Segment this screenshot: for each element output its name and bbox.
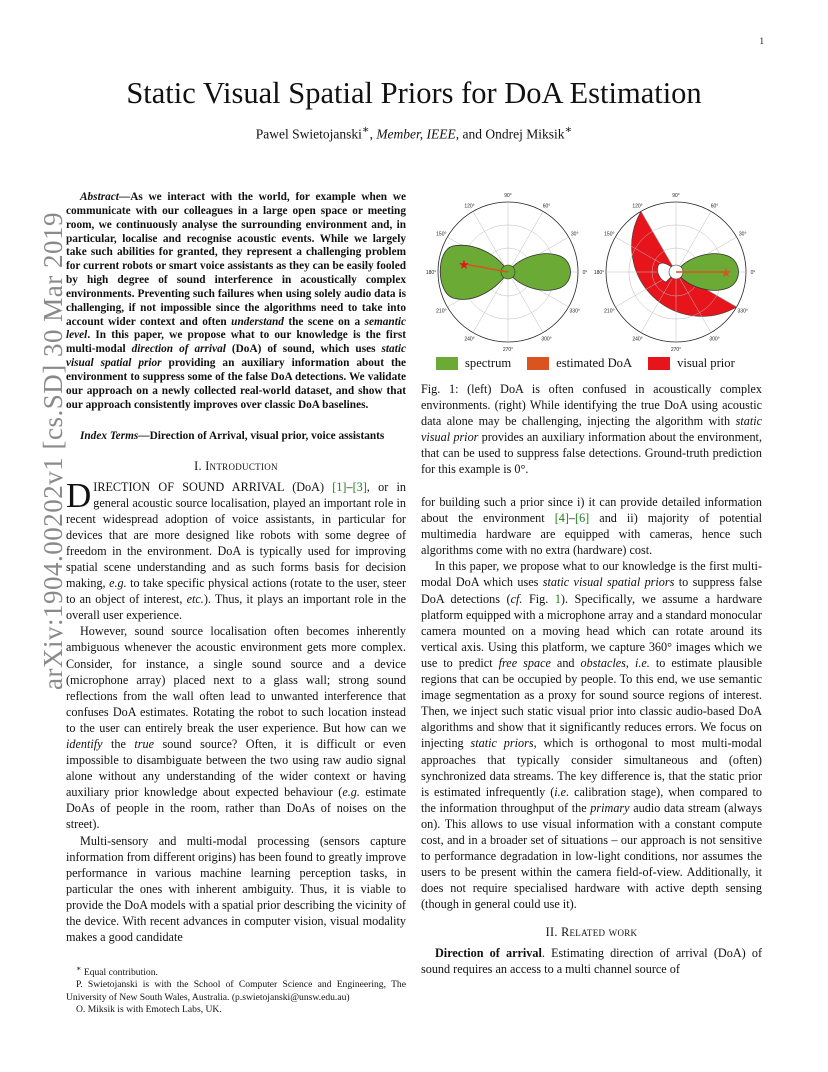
footnotes [66,963,406,1016]
citation-link[interactable]: [3] [352,479,367,494]
polar-angle-label: 120° [632,203,643,210]
section-numeral: I. [194,458,206,473]
footnote-equal-contribution: ∗ Equal contribution. [76,964,158,979]
polar-angle-label: 180° [425,270,437,276]
polar-angle-label: 120° [464,203,475,210]
polar-angle-label: 300° [541,336,552,343]
paper-title: Static Visual Spatial Priors for DoA Estimation [126,76,702,110]
abstract-emphasis: semantic level [66,315,406,342]
legend-swatch [527,357,549,370]
author-line [0,123,828,143]
figure-legend [436,356,751,371]
polar-angle-label: 210° [604,308,615,315]
intro-paragraph-3: Multi-sensory and multi-modal processing (sensors capture information from different origins) has been found to greatly improve performance in various machine learning perception tasks, in particular the ones with inherent ambiguity. Thus, it is viable to provide the DoA models with a spatial prior describing the vicinity of the device. With recent advances in computer vision, visual modality makes a good candidate [66,833,406,945]
polar-plots [421,188,763,356]
abstract-emphasis: direction of arrival [131,343,226,356]
polar-angle-label: 210° [436,308,447,315]
polar-angle-label: 60° [542,203,551,210]
spectrum-lobes [508,254,571,291]
section-heading-related-work [421,924,762,940]
right-paragraph-1: for building such a prior since i) it can provide detailed information about the environment [4]–[6] and ii) majority of potential multimedia hardware are equipped with cameras, hence such algorithms come with no extra (hardware) cost. [421,495,762,558]
polar-angle-label: 0° [582,270,588,276]
legend-swatch [648,357,670,370]
author-2: Ondrej Miksik [485,126,565,142]
author-sep: , [369,126,377,142]
figure-reference-link[interactable]: 1 [554,591,561,606]
polar-angle-label: 90° [672,193,680,199]
polar-angle-label: 270° [670,347,682,353]
estimated-doa-star: ★ [720,265,732,280]
polar-angle-label: 300° [709,336,720,343]
intro-paragraph-2: However, sound source localisation often becomes inherently ambiguous whenever the acoustic environment gets more complex. Consider, for instance, a single sound source and a device (microphone array) placed next to a glass wall; strong sound reflections from the wall often lead to unwanted interference that confuses DoA estimates. Rotating the robot to such location instead to the user can entirely break the user experience. But how can we identify the true sound source? Often, it is difficult or even impossible to disambiguate between the two using raw audio signal alone without any understanding of the wider context or having auxiliary prior knowledge about expected behaviour (e.g. estimate DoAs of people in the room, rather than DoAs of noises on the street). [66,624,407,832]
legend-item-estimated-doa: estimated DoA [527,356,632,371]
polar-angle-label: 30° [738,231,747,238]
footnote-affiliation-2: O. Miksik is with Emotech Labs, UK. [76,1004,222,1016]
page-number: 1 [759,36,764,46]
section-title: Related work [561,925,638,940]
polar-angle-label: 150° [604,231,615,238]
abstract-text: . In this paper, we propose what to our knowledge is the first multi-modal [66,329,406,356]
footnote-affiliation-1: P. Swietojanski is with the School of Computer Science and Engineering, The University of New South Wales, Australia. (p.swietojanski@unsw.edu.au) [66,979,406,1003]
section-heading-introduction [66,459,406,474]
polar-angle-label: 270° [502,347,514,353]
index-terms-label: Index Terms [80,429,139,442]
abstract [66,191,406,413]
spectrum-lobes [440,245,508,299]
polar-angle-label: 0° [750,270,756,276]
section-title: Introduction [205,458,278,473]
citation-link[interactable]: [4] [554,511,569,526]
figure-1-plots [421,188,763,356]
polar-angle-label: 330° [569,308,580,315]
intro-paragraph-1: DIRECTION OF SOUND ARRIVAL (DoA) [1]–[3], or in general acoustic source localisation, played an important role in recent widespread adoption of voice assistants, in particular for devices that are more designed like robots with some degree of freedom in the environment. DoA is typically used for improving spatial scene understanding and as such forms basis for decision making, e.g. to take specific physical actions (rotate to the user, steer to an object of interest, etc.). Thus, it plays an important role in the overall user experience. [66,475,406,623]
estimated-doa-star: ★ [458,257,470,272]
drop-cap: D [66,475,92,515]
author-sep: and [459,126,486,142]
polar-angle-label: 330° [737,308,748,315]
polar-angle-label: 180° [593,270,605,276]
author-2-mark: ∗ [564,124,573,136]
right-column [421,494,762,977]
abstract-emphasis: understand [231,315,284,328]
legend-item-spectrum: spectrum [436,356,511,371]
right-paragraph-2: In this paper, we propose what to our knowledge is the first multi-modal DoA which uses static visual spatial priors to suppress false DoA detections (cf. Fig. 1). Specifically, we assume a hardware platform equipped with a microphone array and a standard monocular camera mounted on a moving head which can rotate around its vertical axis. Using this platform, we capture 360° images which we use to predict free space and obstacles, i.e. to estimate plausible regions that can be occupied by people. To this end, we use semantic image segmentation as a proxy for sound source regions of interest. Then, we inject such static visual prior into classic audio-based DoA algorithms and show that it significantly reduces errors. We focus on injecting static priors, which is orthogonal to most multi-modal approaches that typically consider simultaneous and (often) synchronized data streams. The key difference is, that the static prior is estimated infrequently (i.e. calibration stage), when compared to the information throughput of the primary audio data stream (always on). This allows to use visual information with a constant compute cost, and in a broader set of situations – our approach is not sensitive to performance degradation in low-light conditions, nor assumes the users to be present within the camera field-of-view. Additionally, it does not require specialised hardware with active depth sensing (though in general could use it). [421,559,763,912]
polar-angle-label: 240° [464,336,475,343]
abstract-text: providing an auxiliary information about the environment to suppress some of the false DoA detections. We validate our approach on a newly collected real-world dataset, and show that our approach consistently improves over classic DoA baselines. [66,357,406,411]
citation-link[interactable]: [1] [332,479,347,494]
polar-angle-label: 30° [570,231,579,238]
abstract-text: —As we interact with the world, for example when we communicate with our colleagues in a large open space or meeting room, we continuously analyse the surrounding environment and, in particular, localise and recognise acoustic events. While we largely take such abilities for granted, they represent a challenging problem for current robots or smart voice assistants as they can be easily fooled by high degree of sound interference in acoustically complex environments. Preventing such failures when using solely audio data is challenging, if not impossible since the algorithms need to take into account wider context and often [66,191,406,328]
index-terms-text: —Direction of Arrival, visual prior, voice assistants [138,429,385,442]
author-membership: Member, IEEE, [376,126,460,142]
legend-item-visual-prior: visual prior [648,356,735,371]
section-numeral: II. [545,925,562,940]
intro-body [66,475,407,946]
right-paragraph-3: Direction of arrival. Estimating direction of arrival (DoA) of sound requires an access to a multi channel source of [421,945,763,976]
arxiv-stamp: arXiv:1904.00202v1 [cs.SD] 30 Mar 2019 [38,212,68,690]
polar-angle-label: 240° [632,336,643,343]
author-1: Pawel Swietojanski [255,126,362,142]
figure-1-caption: Fig. 1: (left) DoA is often confused in acoustically complex environments. (right) While identifying the true DoA using acoustic data alone may be challenging, injecting the algorithm with static visual prior provides an auxiliary information about the environment, that can be used to suppress false detections. Ground-truth prediction for this example is 0°. [421,382,762,476]
author-1-mark: ∗ [361,124,370,136]
polar-angle-label: 60° [710,203,719,210]
polar-plot-left [426,193,588,353]
abstract-text: (DoA) of sound, which uses [225,343,382,356]
polar-angle-label: 90° [504,193,512,199]
index-terms [66,429,406,443]
abstract-text: the scene on a [283,315,365,328]
polar-plot-right [594,193,756,353]
left-column [66,191,406,945]
polar-angle-label: 150° [436,231,447,238]
legend-swatch [436,357,458,370]
abstract-label: Abstract [80,191,119,203]
citation-link[interactable]: [6] [575,511,590,526]
abstract-emphasis: static visual spatial prior [66,343,406,370]
